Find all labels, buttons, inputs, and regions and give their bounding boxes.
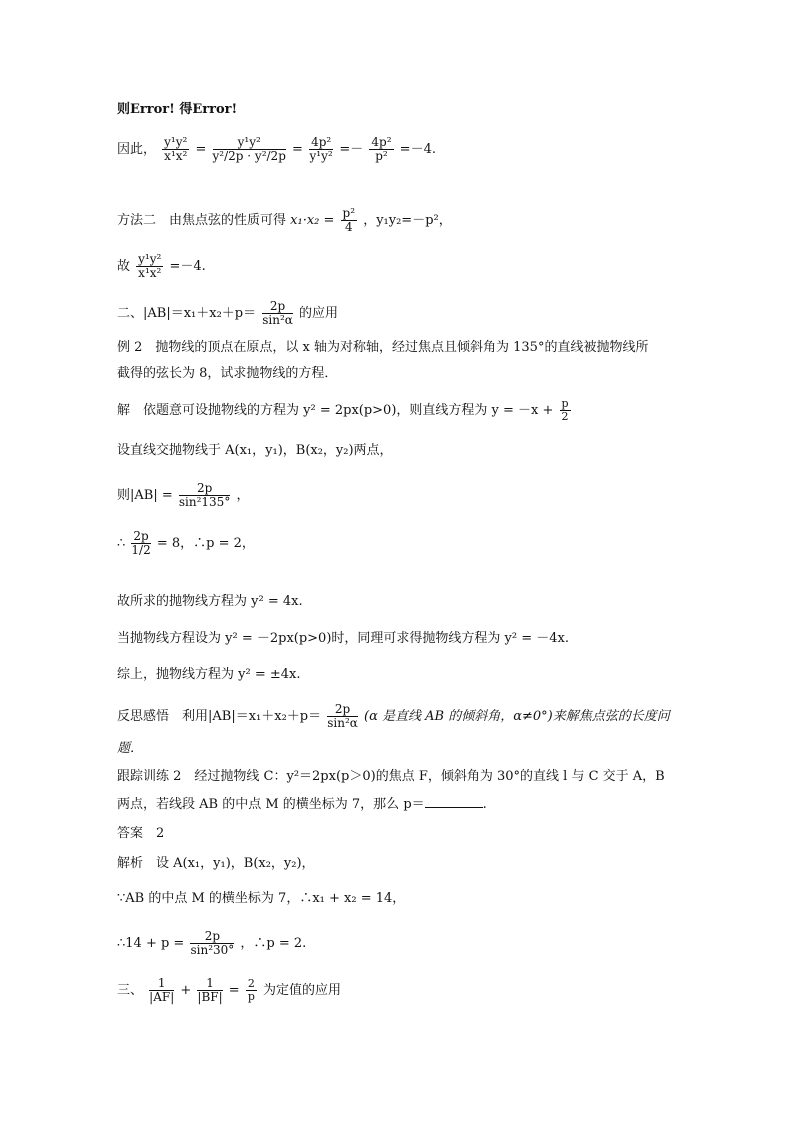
text: 三、	[117, 983, 144, 998]
plus: +	[180, 983, 192, 998]
numerator: 2p	[133, 529, 149, 543]
answer-line: 答案 2	[117, 826, 165, 841]
analysis-line-3	[117, 930, 306, 957]
heading-three	[117, 977, 341, 1004]
result: =－4.	[399, 142, 436, 157]
denominator: 2	[561, 410, 569, 423]
numerator: 4p²	[371, 135, 392, 149]
equals: =	[195, 142, 207, 157]
text: ∴14 + p =	[117, 936, 185, 951]
text: ，y₁y₂=－p²，	[363, 213, 452, 228]
text: 的应用	[299, 306, 339, 321]
numerator: 1	[149, 977, 174, 991]
line-hence	[117, 253, 206, 280]
numerator: 1	[197, 977, 222, 991]
denominator: sin²α	[327, 716, 358, 730]
text: 解 依题意可设抛物线的方程为 y² = 2px(p>0)，则直线方程为 y = －x +	[117, 403, 554, 418]
fraction-2p-sin135	[179, 482, 230, 509]
denominator: sin²30°	[190, 943, 235, 957]
fraction-p-2	[560, 398, 571, 423]
solution-line-5: 故所求的抛物线方程为 y² = 4x.	[117, 594, 303, 609]
text: 故	[117, 259, 131, 274]
fraction-2p-sin30	[190, 930, 234, 957]
solution-line-7: 综上，抛物线方程为 y² = ±4x.	[117, 667, 301, 682]
solution-line-1	[117, 398, 573, 423]
text: =－4.	[169, 259, 206, 274]
numerator: 2p	[327, 703, 358, 717]
line-error: 则Error! 得Error!	[117, 102, 238, 117]
line-therefore	[117, 136, 436, 163]
denominator: p	[247, 990, 255, 1003]
fraction-1-af	[149, 977, 174, 1004]
solution-line-4	[117, 530, 255, 557]
analysis-line-2: ∵AB 的中点 M 的横坐标为 7，∴x₁ + x₂ = 14，	[117, 891, 406, 906]
fraction-2p-sin2a	[262, 300, 293, 327]
analysis-line-1: 解析 设 A(x₁，y₁)，B(x₂，y₂)，	[117, 856, 315, 871]
denominator: |AF|	[149, 990, 175, 1004]
fraction-4p2-p2	[369, 136, 393, 163]
solution-line-6: 当抛物线方程设为 y² = －2px(p>0)时，同理可求得抛物线方程为 y² = －4x.	[117, 631, 569, 646]
denominator: y²/2p · y²/2p	[212, 149, 286, 163]
numerator: p	[561, 397, 569, 410]
numerator: 2p	[190, 930, 234, 944]
fraction-4p2-y1y2	[309, 136, 333, 163]
denominator: 4	[344, 220, 353, 234]
fraction-y1y2-x1x2-b	[136, 253, 163, 280]
denominator: x¹x²	[138, 266, 162, 280]
reflection-line-1	[117, 703, 670, 730]
example-2-line-1: 例 2 抛物线的顶点在原点，以 x 轴为对称轴，经过焦点且倾斜角为 135°的直线被抛物线所	[117, 340, 649, 355]
fraction-1-bf	[197, 977, 222, 1004]
denominator: sin²135°	[178, 495, 231, 509]
fraction-2p-sin2a-b	[327, 703, 358, 730]
denominator: p²	[375, 149, 388, 163]
equals: =	[228, 983, 240, 998]
text: = 8，∴p = 2，	[156, 536, 255, 551]
text: 两点，若线段 AB 的中点 M 的横坐标为 7，那么 p＝	[117, 797, 425, 812]
training-line-1: 跟踪训练 2 经过抛物线 C：y²＝2px(p＞0)的焦点 F，倾斜角为 30°的直线 l 与 C 交于 A，B	[117, 769, 665, 784]
x1x2-text: x₁·x₂ =	[290, 213, 335, 228]
text: ，∴p = 2.	[240, 936, 307, 951]
solution-line-3	[117, 482, 249, 509]
text: (α 是直线 AB 的倾斜角，α≠0°)来解焦点弦的长度问	[364, 709, 670, 724]
equals-minus: =－	[339, 142, 364, 157]
denominator: sin²α	[262, 313, 293, 327]
numerator: y¹y²	[164, 135, 188, 149]
text: 因此，	[117, 142, 157, 157]
fraction-p2-4	[341, 207, 358, 234]
example-2-line-2: 截得的弦长为 8，试求抛物线的方程．	[117, 366, 338, 381]
text: .	[482, 797, 487, 812]
solution-line-2: 设直线交抛物线于 A(x₁，y₁)，B(x₂，y₂)两点，	[117, 443, 393, 458]
reflection-line-2: 题．	[117, 741, 144, 756]
numerator: p²	[342, 206, 356, 220]
denominator: 1/2	[131, 543, 151, 557]
training-line-2	[117, 795, 487, 814]
text: ，	[236, 488, 250, 503]
answer-blank	[425, 795, 483, 808]
numerator: 4p²	[311, 135, 332, 149]
equals: =	[292, 142, 303, 157]
line-method-two	[117, 207, 452, 234]
numerator: 2p	[262, 300, 293, 314]
text: 反思感悟 利用|AB|＝x₁＋x₂＋p＝	[117, 709, 322, 724]
denominator: y¹y²	[309, 149, 333, 163]
numerator: y¹y²	[213, 136, 286, 150]
fraction-y1y2-x1x2	[162, 136, 189, 163]
denominator: |BF|	[197, 990, 223, 1004]
text: 方法二 由焦点弦的性质可得	[117, 213, 287, 228]
text: 二、|AB|＝x₁＋x₂＋p＝	[117, 306, 257, 321]
text: ∴	[117, 536, 126, 551]
fraction-2p-half	[131, 530, 150, 557]
numerator: 2p	[179, 482, 230, 496]
numerator: 2	[247, 977, 255, 990]
text: 为定值的应用	[262, 983, 341, 998]
text: 则|AB| =	[117, 488, 173, 503]
heading-two	[117, 300, 338, 327]
numerator: y¹y²	[138, 252, 162, 266]
denominator: x¹x²	[164, 149, 188, 163]
fraction-y1y2-nested	[213, 136, 286, 163]
fraction-2-p	[246, 978, 257, 1003]
